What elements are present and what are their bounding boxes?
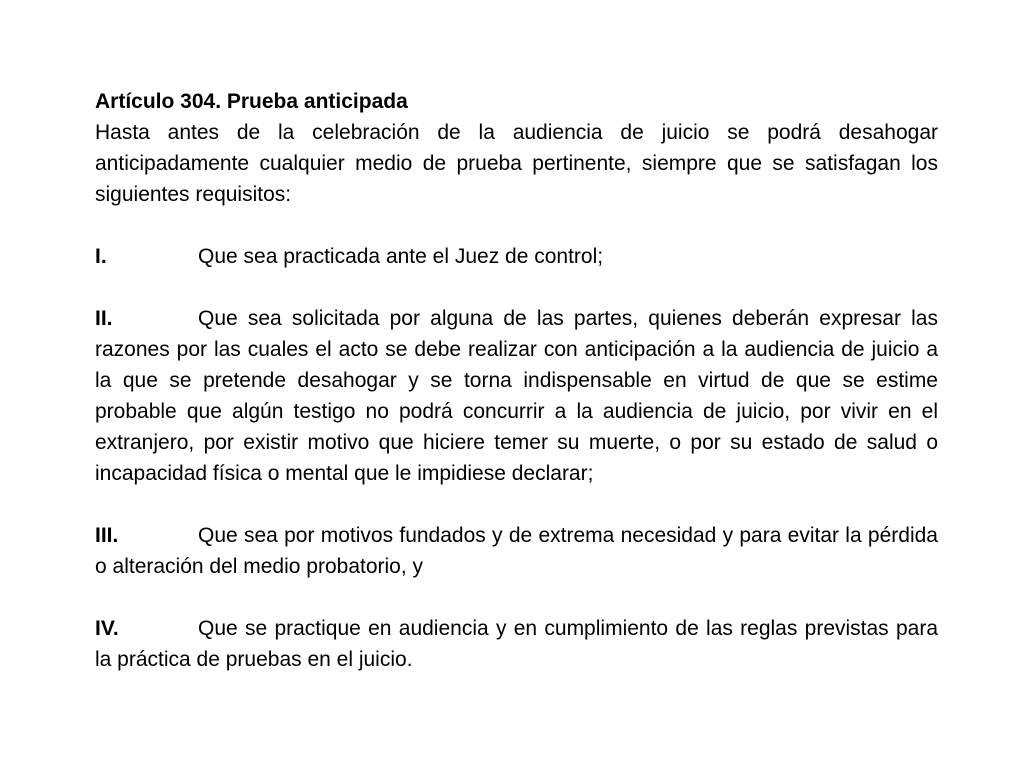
requirement-item [95,241,938,272]
item-numeral: I. [95,245,107,268]
item-text: Que sea solicitada por alguna de las partes, quienes deberán expresar las razones por las cuales el acto se debe realizar con anticipación a la audiencia de juicio a la que se pretende desahogar y se torna indispensable en virtud de que se estime probable que algún testigo no podrá concurrir a la audiencia de juicio, por vivir en el extranjero, por existir motivo que hiciere temer su muerte, o por su estado de salud o incapacidad física o mental que le impidiese declarar; [95,307,938,485]
item-numeral: III. [95,524,119,547]
spacer [95,210,938,241]
spacer [95,489,938,520]
intro-paragraph: Hasta antes de la celebración de la audiencia de juicio se podrá desahogar anticipadamente cualquier medio de prueba pertinente, siempre que se satisfagan los siguientes requisitos: [95,121,938,206]
spacer [95,272,938,303]
requirement-item [95,303,938,489]
requirement-item [95,520,938,582]
item-text: Que sea por motivos fundados y de extrema necesidad y para evitar la pérdida o alteración del medio probatorio, y [95,524,938,578]
spacer [95,582,938,613]
item-text: Que se practique en audiencia y en cumplimiento de las reglas previstas para la práctica de pruebas en el juicio. [95,617,938,671]
item-text: Que sea practicada ante el Juez de control; [198,245,604,268]
requirement-item [95,613,938,675]
article-heading: Artículo 304. Prueba anticipada [95,90,408,113]
document-body [95,86,938,675]
item-numeral: IV. [95,617,119,640]
item-numeral: II. [95,307,113,330]
